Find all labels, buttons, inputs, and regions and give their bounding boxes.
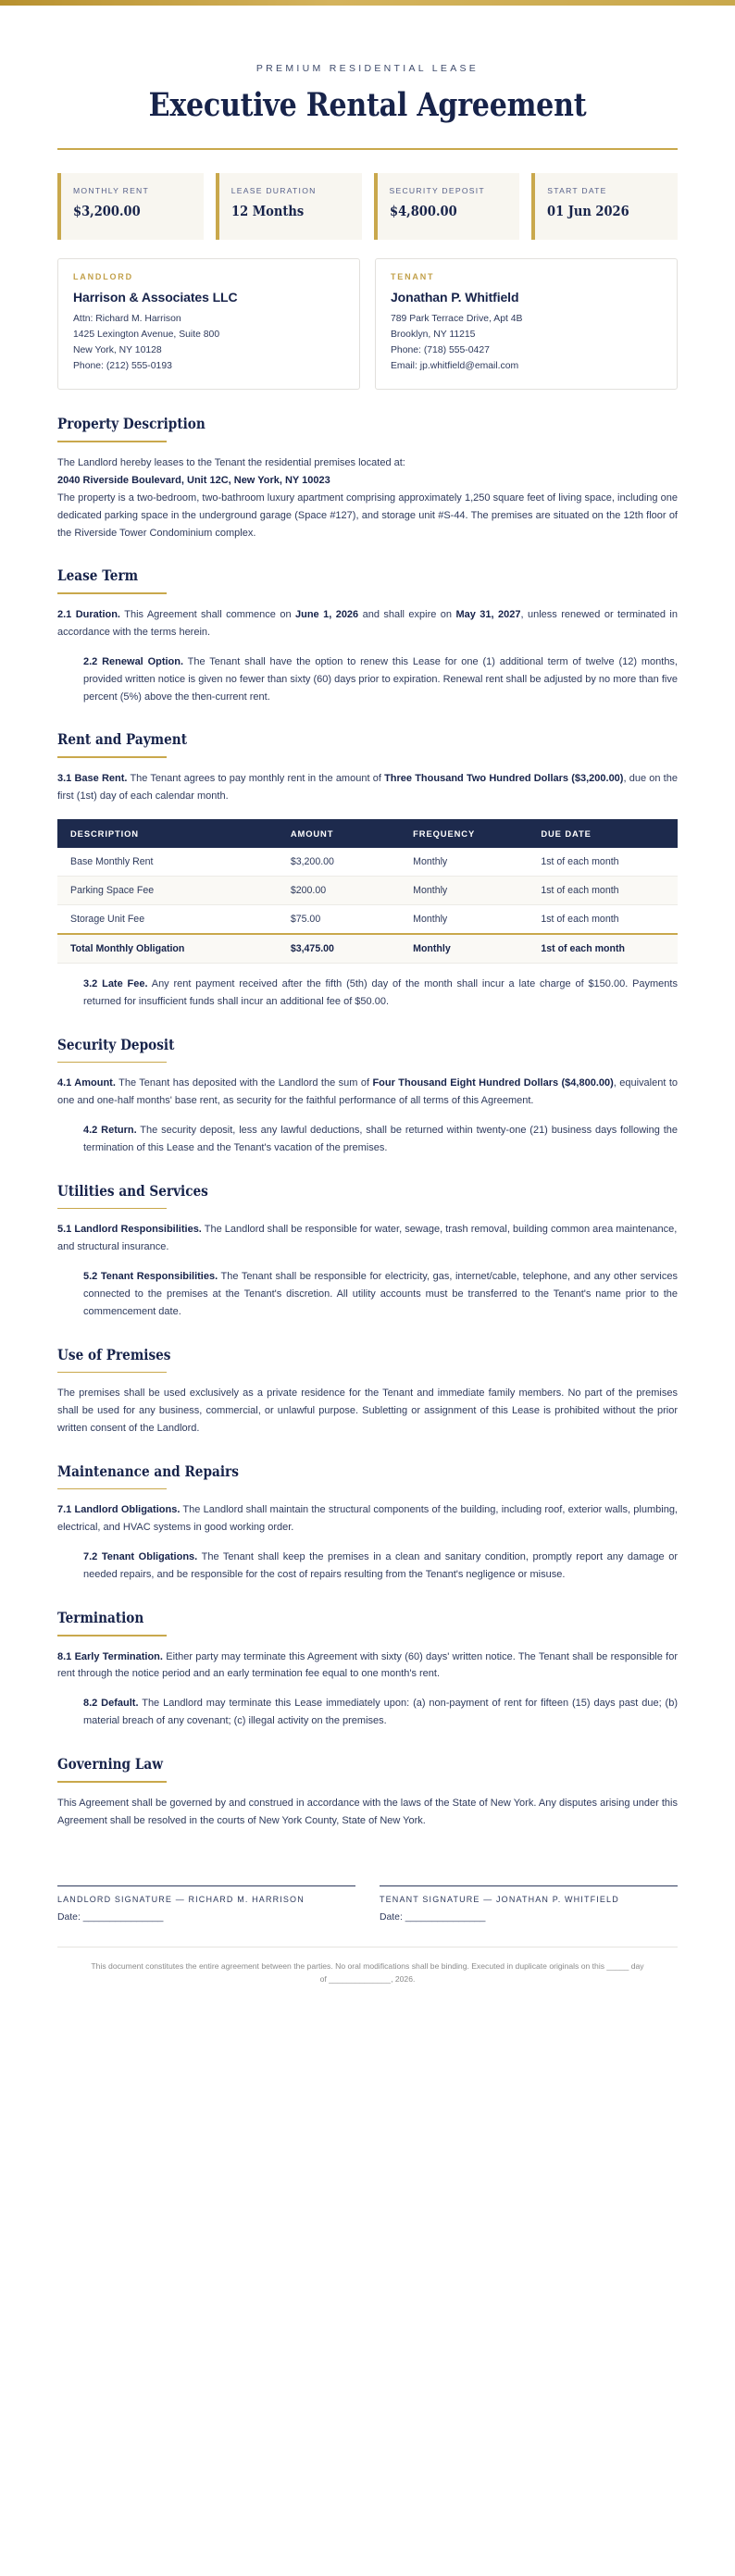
party-name: Jonathan P. Whitfield <box>391 290 519 305</box>
section-maintenance-and-repairs <box>57 1462 678 1584</box>
clause-label: 3.1 Base Rent. <box>57 772 128 784</box>
fact-value: $3,200.00 <box>73 203 141 220</box>
parties-row <box>57 258 678 390</box>
document-eyebrow: PREMIUM RESIDENTIAL LEASE <box>255 63 480 74</box>
party-role-label: TENANT <box>391 272 435 281</box>
cell-due-date: 1st of each month <box>528 904 678 934</box>
clause-text: Any rent payment received after the fifth (5th) day of the month shall incur a late charge of $150.00. Payments returned for insufficient funds shall incur an additional fee of $50.00. <box>83 977 678 1007</box>
footer-note: This document constitutes the entire agreement between the parties. No oral modifications shall be binding. Executed in duplicate originals on this _____ day of ______________, 2026. <box>91 1960 644 1984</box>
section-heading: Rent and Payment <box>57 730 188 749</box>
clause-label: 2.2 Renewal Option. <box>83 655 184 667</box>
footer-divider <box>57 1947 678 1948</box>
signature-date-field[interactable]: Date: _______________ <box>380 1911 486 1923</box>
cell-frequency: Monthly <box>400 848 528 877</box>
section-underline <box>57 1635 167 1636</box>
property-detail: The property is a two-bedroom, two-bathroom luxury apartment comprising approximately 1,250 square feet of living space, including one dedicated parking space in the underground garage (Space #127), and storage unit #S-44. The premises are situated on the 12th floor of the Riverside Tower Condominium complex. <box>57 492 678 539</box>
cell-total-amount: $3,475.00 <box>278 934 400 964</box>
fact-label: SECURITY DEPOSIT <box>389 186 485 195</box>
section-property-description <box>57 415 678 541</box>
clause-date-end: May 31, 2027 <box>455 608 521 620</box>
party-card-landlord <box>57 258 360 390</box>
cell-description: Parking Space Fee <box>57 876 278 904</box>
fact-card-start-date <box>531 173 678 240</box>
signature-line[interactable] <box>380 1885 678 1886</box>
section-heading: Utilities and Services <box>57 1181 208 1200</box>
signature-block-tenant <box>380 1885 678 1923</box>
clause-5-1 <box>57 1221 678 1256</box>
section-underline <box>57 1488 167 1490</box>
fact-value: 12 Months <box>230 203 304 220</box>
party-name: Harrison & Associates LLC <box>73 290 238 305</box>
clause-text: The Tenant shall have the option to renew this Lease for one (1) additional term of twelve (12) months, provided written notice is given no fewer than sixty (60) days prior to expiration. Renewal rent shall be adjusted by no more than five percent (5%) above the then-current rent. <box>83 655 678 703</box>
clause-text: , unless renewed or terminated in accordance with the terms herein. <box>57 608 678 638</box>
section-security-deposit <box>57 1036 678 1157</box>
clause-2-1 <box>57 606 678 641</box>
section-underline <box>57 1062 167 1064</box>
fact-card-monthly-rent <box>57 173 204 240</box>
party-line: Email: jp.whitfield@email.com <box>391 360 519 371</box>
table-header <box>57 819 678 848</box>
clause-2-2 <box>83 653 678 706</box>
table-row <box>57 876 678 904</box>
cell-total-frequency: Monthly <box>400 934 528 964</box>
clause-date-start: June 1, 2026 <box>295 608 359 620</box>
signature-label: LANDLORD SIGNATURE — RICHARD M. HARRISON <box>57 1894 305 1904</box>
clause-label: 3.2 Late Fee. <box>83 977 148 989</box>
clause-label: 2.1 Duration. <box>57 608 120 620</box>
clause-label: 7.1 Landlord Obligations. <box>57 1504 181 1516</box>
bottom-spacer <box>57 1985 678 2097</box>
cell-description: Storage Unit Fee <box>57 904 278 934</box>
section-underline <box>57 441 167 442</box>
use-of-premises-text: The premises shall be used exclusively as a private residence for the Tenant and immediate family members. No part of the premises shall be used for any business, commercial, or unlawful purpose. Subletting or assignment of this Lease is prohibited without the prior written consent of the Landlord. <box>57 1388 678 1435</box>
cell-due-date: 1st of each month <box>528 876 678 904</box>
party-line: Phone: (212) 555-0193 <box>73 360 172 371</box>
clause-deposit-amount: Four Thousand Eight Hundred Dollars ($4,800.00) <box>372 1077 614 1089</box>
cell-description: Base Monthly Rent <box>57 848 278 877</box>
clause-8-2 <box>83 1695 678 1730</box>
party-role-label: LANDLORD <box>73 272 133 281</box>
clause-label: 4.1 Amount. <box>57 1077 116 1089</box>
fact-value: $4,800.00 <box>389 203 457 220</box>
clause-8-1 <box>57 1649 678 1684</box>
document-header <box>57 6 678 150</box>
clause-4-1 <box>57 1075 678 1110</box>
cell-amount: $75.00 <box>278 904 400 934</box>
cell-total-description: Total Monthly Obligation <box>57 934 278 964</box>
party-line: Attn: Richard M. Harrison <box>73 314 181 324</box>
table-row <box>57 904 678 934</box>
fact-value: 01 Jun 2026 <box>547 203 629 220</box>
signature-label: TENANT SIGNATURE — JONATHAN P. WHITFIELD <box>380 1894 619 1904</box>
party-contact-lines <box>391 312 662 374</box>
section-underline <box>57 592 167 594</box>
clause-label: 5.2 Tenant Responsibilities. <box>83 1271 218 1282</box>
clause-3-2 <box>83 976 678 1011</box>
clause-text: The Tenant agrees to pay monthly rent in the amount of <box>127 772 385 784</box>
section-lease-term <box>57 566 678 705</box>
key-facts-row <box>57 173 678 240</box>
section-underline <box>57 1208 167 1210</box>
rent-schedule-table <box>57 819 678 964</box>
clause-text: The Tenant shall be responsible for electricity, gas, internet/cable, telephone, and any other services connected to the premises at the Tenant's discretion. All utility accounts must be transferred to the Tenant's name prior to the commencement date. <box>83 1271 678 1317</box>
section-heading: Property Description <box>57 415 206 433</box>
section-use-of-premises <box>57 1346 678 1437</box>
section-heading: Lease Term <box>57 566 139 585</box>
fact-label: START DATE <box>547 186 607 195</box>
section-underline <box>57 1781 167 1783</box>
clause-7-2 <box>83 1549 678 1584</box>
fact-card-security-deposit <box>374 173 520 240</box>
clause-text: Either party may terminate this Agreement with sixty (60) days' written notice. The Tenant shall be responsible for rent through the notice period and an early termination fee equal to one month's rent. <box>57 1650 678 1680</box>
section-heading: Maintenance and Repairs <box>57 1462 239 1480</box>
party-contact-lines <box>73 312 344 374</box>
column-header-description: DESCRIPTION <box>57 819 278 848</box>
section-heading: Use of Premises <box>57 1345 171 1363</box>
party-line: 1425 Lexington Avenue, Suite 800 <box>73 329 220 340</box>
column-header-amount: AMOUNT <box>278 819 400 848</box>
section-heading: Termination <box>57 1609 144 1627</box>
cell-amount: $200.00 <box>278 876 400 904</box>
clause-text: , due on the first (1st) day of each calendar month. <box>57 772 678 802</box>
clause-text: The Tenant shall keep the premises in a clean and sanitary condition, promptly report any damage or needed repairs, and be responsible for the cost of repairs resulting from the Tenant's negligence or misuse. <box>83 1551 679 1581</box>
table-header-row <box>57 819 678 848</box>
clause-text: The security deposit, less any lawful deductions, shall be returned within twenty-one (21) business days following the termination of this Lease and the Tenant's vacation of the premises. <box>83 1124 678 1153</box>
cell-frequency: Monthly <box>400 904 528 934</box>
section-heading: Security Deposit <box>57 1035 175 1053</box>
signature-line[interactable] <box>57 1885 355 1886</box>
cell-amount: $3,200.00 <box>278 848 400 877</box>
clause-rent-amount: Three Thousand Two Hundred Dollars ($3,200.00) <box>384 772 624 784</box>
table-body <box>57 848 678 964</box>
clause-text: This Agreement shall commence on <box>120 608 295 620</box>
fact-label: MONTHLY RENT <box>73 186 150 195</box>
clause-label: 8.1 Early Termination. <box>57 1650 163 1662</box>
clause-label: 4.2 Return. <box>83 1124 137 1136</box>
clause-text: The Landlord may terminate this Lease immediately upon: (a) non-payment of rent for fifteen (15) days past due; (b) material breach of any covenant; (c) illegal activity on the premises. <box>83 1698 679 1727</box>
signature-date-field[interactable]: Date: _______________ <box>57 1911 164 1923</box>
clause-text: The Landlord shall be responsible for water, sewage, trash removal, building common area maintenance, and structural insurance. <box>57 1224 678 1253</box>
clause-4-2 <box>83 1122 678 1157</box>
section-termination <box>57 1609 678 1730</box>
page-title: Executive Rental Agreement <box>148 86 587 124</box>
table-row <box>57 848 678 877</box>
column-header-due-date: DUE DATE <box>528 819 678 848</box>
clause-text: The Tenant has deposited with the Landlord the sum of <box>115 1077 373 1089</box>
party-line: New York, NY 10128 <box>73 344 162 355</box>
cell-due-date: 1st of each month <box>528 848 678 877</box>
section-rent-and-payment <box>57 730 678 1010</box>
cell-total-due-date: 1st of each month <box>528 934 678 964</box>
property-address: 2040 Riverside Boulevard, Unit 12C, New York, NY 10023 <box>57 474 330 486</box>
fact-card-lease-duration <box>216 173 362 240</box>
signature-row <box>57 1885 678 1923</box>
clause-label: 5.1 Landlord Responsibilities. <box>57 1224 202 1236</box>
party-card-tenant <box>375 258 678 390</box>
clause-3-1 <box>57 770 678 805</box>
title-divider <box>57 148 678 150</box>
table-total-row <box>57 934 678 964</box>
section-underline <box>57 756 167 758</box>
fact-label: LEASE DURATION <box>230 186 317 195</box>
party-line: Brooklyn, NY 11215 <box>391 329 476 340</box>
governing-law-text: This Agreement shall be governed by and construed in accordance with the laws of the State of New York. Any disputes arising under this Agreement shall be resolved in the courts of New York County, State of New York. <box>57 1797 678 1826</box>
clause-5-2 <box>83 1268 678 1321</box>
party-line: Phone: (718) 555-0427 <box>391 344 490 355</box>
column-header-frequency: FREQUENCY <box>400 819 528 848</box>
signature-block-landlord <box>57 1885 355 1923</box>
clause-label: 7.2 Tenant Obligations. <box>83 1551 198 1563</box>
property-intro: The Landlord hereby leases to the Tenant the residential premises located at: <box>57 456 405 468</box>
cell-frequency: Monthly <box>400 876 528 904</box>
party-line: 789 Park Terrace Drive, Apt 4B <box>391 314 523 324</box>
section-heading: Governing Law <box>57 1755 164 1773</box>
clause-text: and shall expire on <box>358 608 456 620</box>
section-governing-law <box>57 1755 678 1829</box>
clause-7-1 <box>57 1501 678 1537</box>
section-underline <box>57 1372 167 1374</box>
clause-text: The Landlord shall maintain the structural components of the building, including roof, exterior walls, plumbing, electrical, and HVAC systems in good working order. <box>57 1504 678 1534</box>
clause-text: , equivalent to one and one-half months' base rent, as security for the faithful performance of all terms of this Agreement. <box>57 1077 678 1106</box>
clause-label: 8.2 Default. <box>83 1698 139 1710</box>
section-utilities-and-services <box>57 1182 678 1321</box>
